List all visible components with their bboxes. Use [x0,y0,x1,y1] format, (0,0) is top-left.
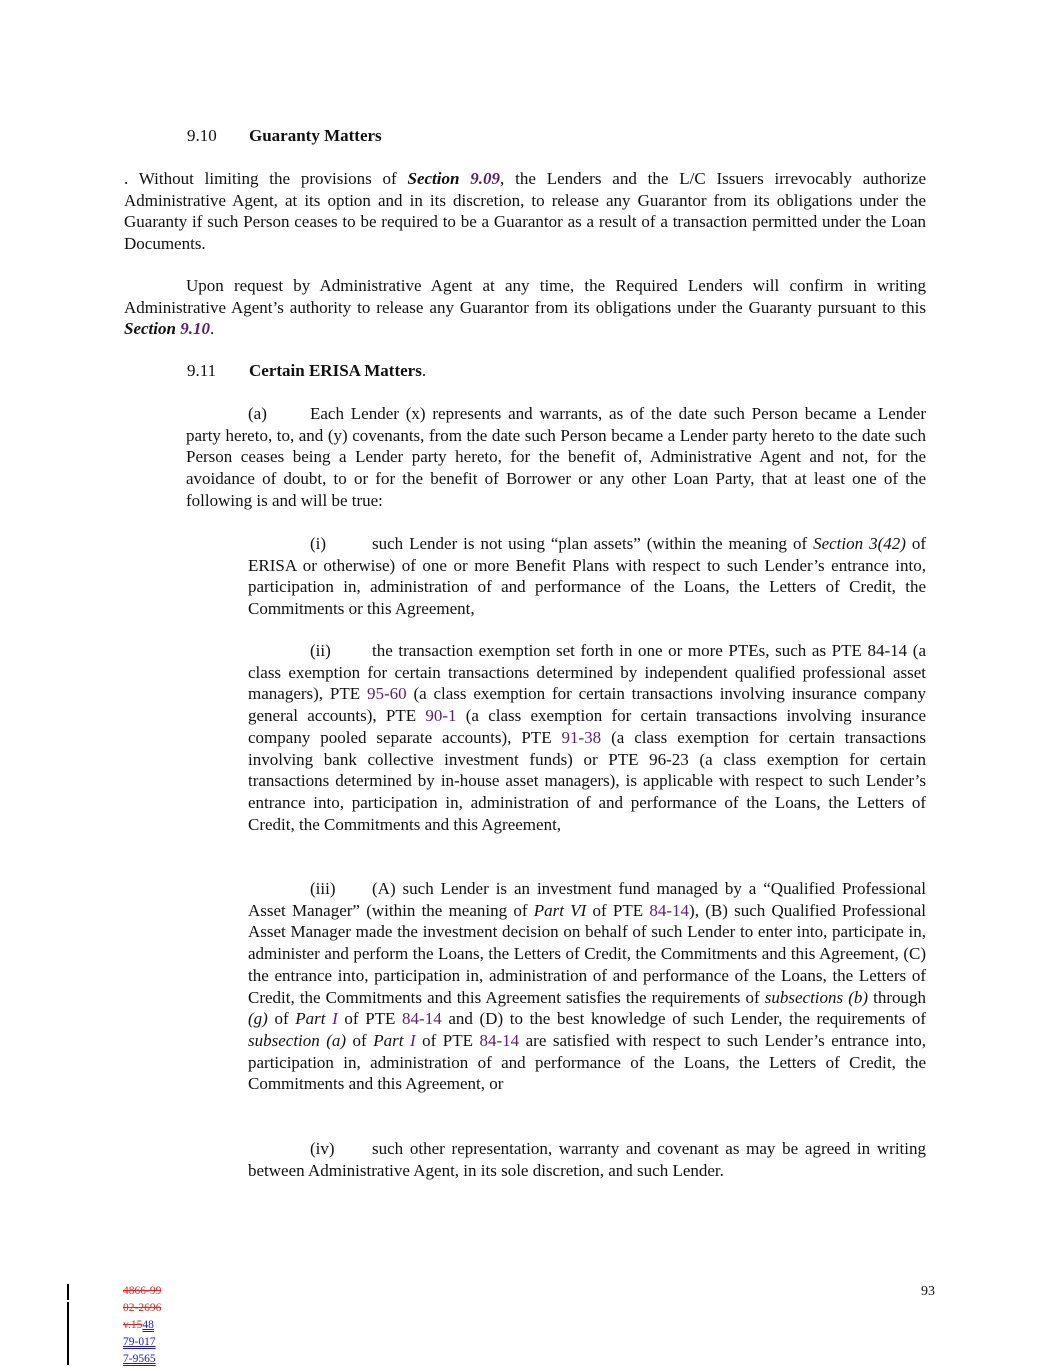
inserted-text: 7-9565 [123,1353,156,1365]
pte-ref-link[interactable]: 91-38 [561,727,602,747]
section-ref-link-9-09[interactable]: 9.09 [470,169,501,188]
clause-text: (A) such Lender is an investment fund managed by a “Qualified Professional Asset Manager” (within the meaning of [248,879,926,920]
clause-iv [248,1138,926,1181]
part-ref-italic: Part [373,1030,410,1050]
clause-text: through [868,987,927,1007]
pte-ref-link[interactable]: 84-14 [479,1030,520,1050]
section-heading-9-11 [187,360,426,382]
clause-i [248,533,926,620]
clause-text: (a class exemption for certain transactions involving insurance company pooled separate accounts), PTE [248,706,926,747]
clause-text: ), (B) such Qualified Professional Asset Manager made the investment decision on behalf of such Lender to enter into, participate in, administer and perform the Loans, the Letters of Credit, the Commitments and this Agreement, (C) the entrance into, participation in, administration of and performance of the Loans, the Letters of Credit, the Commitments and this Agreement satisfies the requirements of [248,900,926,1007]
part-ref-italic: Part [295,1009,333,1029]
clause-text: Each Lender (x) represents and warrants, as of the date such Person became a Lender party hereto, to, and (y) covenants, from the date such Person became a Lender party hereto to the date such Person ceases being a Lender party hereto, for the benefit of, Administrative Agent and not, for the avoidance of doubt, to or for the benefit of Borrower or any other Loan Party, that at least one of the following is and will be true: [186,404,926,510]
subsection-ref-italic: subsections (b) [764,987,869,1007]
subsection-ref-italic: (g) [248,1009,268,1029]
part-ref-link[interactable]: I [409,1030,416,1050]
clause-text: of PTE [415,1030,480,1050]
change-bar [67,1302,69,1365]
section-ref-label: Section [407,169,460,188]
clause-text: (a class exemption for certain transactions involving bank collective investment funds) or PTE 96-23 (a class exemption for certain transactions determined by in-house asset managers), is applicable with respect to such Lender’s entrance into, participation in, administration of and performance of the Loans, the Letters of Credit, the Commitments and this Agreement, [248,727,926,834]
clause-label: (iii) [310,879,336,898]
pte-ref-link[interactable]: 90-1 [425,706,457,726]
inserted-text: 79-017 [123,1336,156,1348]
clause-text: are satisfied with respect to such Lender’s entrance into, participation in, administration of and performance of the Loans, the Letters of Credit, the Commitments and this Agreement, or [248,1030,926,1094]
section-title: Guaranty Matters [249,126,382,145]
text: . [209,319,215,339]
pte-ref-link[interactable]: 84-14 [402,1009,442,1029]
clause-text: the transaction exemption set forth in one or more PTEs, such as PTE 84-14 (a class exemption for certain transactions determined by independent qualified professional asset managers), PTE [248,641,926,704]
paragraph-required-lenders-confirm [124,275,926,340]
clause-a [186,403,926,512]
deleted-text: 4866-99 [123,1285,162,1297]
subsection-ref-italic: subsection (a) [248,1030,347,1050]
section-heading-9-10 [187,125,382,147]
clause-text: of PTE [337,1009,403,1029]
pte-ref-link[interactable]: 84-14 [649,900,690,920]
clause-ii [248,640,926,835]
part-ref-link[interactable]: I [332,1009,338,1029]
clause-text: of [267,1009,296,1029]
clause-text: of PTE [586,900,650,920]
mixed-revision-line [123,1317,161,1334]
title-period: . [421,361,427,380]
clause-text: of ERISA or otherwise) of one or more Benefit Plans with respect to such Lender’s entrance into, participation in, administration of and performance of the Loans, the Letters of Credit, the Commitments or this Agreement, [248,534,926,619]
clause-text: (a class exemption for certain transactions involving insurance company general accounts), PTE [248,684,926,726]
section-title: Certain ERISA Matters [249,361,422,380]
inserted-text: 48 [142,1319,154,1331]
clause-label: (iv) [310,1139,335,1158]
section-ref-italic: Section 3(42) [813,534,906,553]
clause-label: (i) [310,534,327,553]
clause-text: of [346,1030,374,1050]
text: Upon request by Administrative Agent at any time, the Required Lenders will confirm in writing Administrative Agent’s authority to release any Guarantor from its obligations under the Guaranty pursuant to this [124,276,926,317]
text: . Without limiting the provisions of [124,169,408,188]
paragraph-guaranty-release [124,168,926,255]
part-ref-italic: Part VI [533,900,587,920]
section-ref-link-9-10[interactable]: 9.10 [180,319,210,339]
deleted-text: v.15 [123,1319,143,1331]
section-ref-label: Section [124,319,176,339]
section-number: 9.10 [187,126,217,145]
clause-text: such Lender is not using “plan assets” (within the meaning of [372,534,814,553]
clause-text: and (D) to the best knowledge of such Lender, the requirements of [441,1009,927,1029]
clause-label: (a) [248,404,267,423]
deleted-text: 02-2696 [123,1302,162,1314]
pte-ref-link[interactable]: 95-60 [366,684,407,704]
clause-iii [248,878,926,1095]
page-number: 93 [921,1284,935,1299]
clause-text: such other representation, warranty and covenant as may be agreed in writing between Administrative Agent, in its sole discretion, and such Lender. [248,1139,926,1180]
section-number: 9.11 [187,361,217,380]
footer-document-id [123,1283,161,1368]
text: , the Lenders and the L/C Issuers irrevocably authorize Administrative Agent, at its option and in its discretion, to release any Guarantor from its obligations under the Guaranty if such Person ceases to be required to be a Guarantor as a result of a transaction permitted under the Loan Documents. [124,169,926,254]
clause-label: (ii) [310,641,331,660]
change-bar [67,1284,69,1300]
